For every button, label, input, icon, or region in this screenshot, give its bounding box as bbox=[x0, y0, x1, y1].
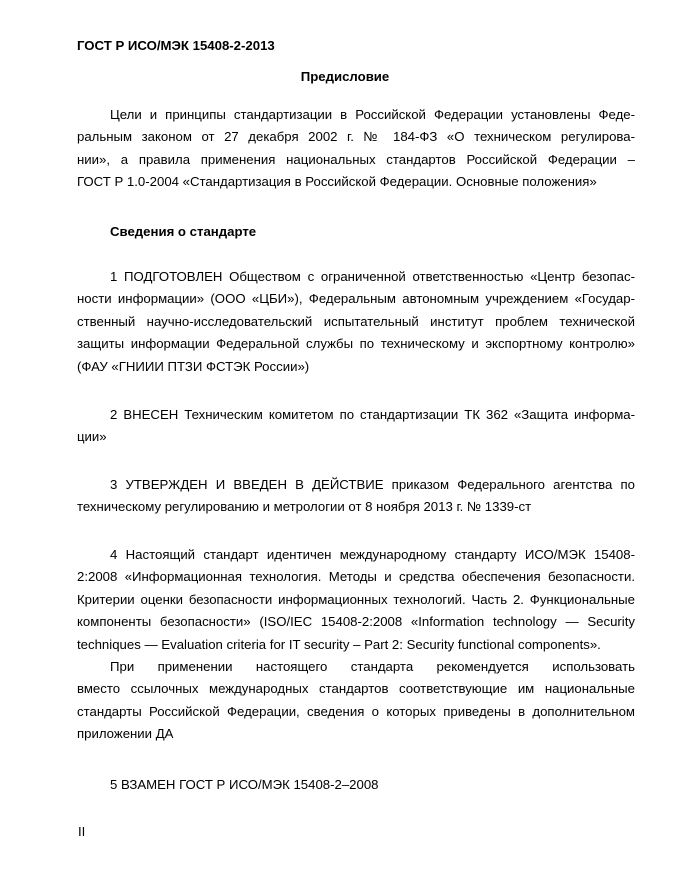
item-2-paragraph bbox=[77, 404, 635, 449]
text-line: ственный научно-исследовательский испытательный институт проблем технической bbox=[77, 313, 635, 329]
item-1-paragraph bbox=[77, 266, 635, 378]
text-line: При применении настоящего стандарта рекомендуется использовать bbox=[110, 659, 635, 675]
text-line: 2 ВНЕСЕН Техническим комитетом по стандартизации ТК 362 «Защита информа- bbox=[110, 407, 635, 422]
text-line: стандарты Российской Федерации, сведения о которых приведены в дополнительном bbox=[77, 703, 635, 719]
text-line: приложении ДА bbox=[77, 726, 174, 742]
text-line: компоненты безопасности» (ISO/IEC 15408-2:2008 «Information technology — Security bbox=[77, 614, 635, 630]
text-line: techniques — Evaluation criteria for IT security – Part 2: Security functional components». bbox=[77, 636, 601, 652]
text-line: вместо ссылочных международных стандартов соответствующие им национальные bbox=[77, 681, 635, 697]
item-5-paragraph bbox=[77, 774, 635, 796]
text-line: 1 ПОДГОТОВЛЕН Обществом с ограниченной ответственностью «Центр безопас- bbox=[110, 269, 635, 284]
text-line: нии», а правила применения национальных стандартов Российской Федерации – bbox=[77, 151, 635, 167]
text-line: ГОСТ Р 1.0-2004 «Стандартизация в Российской Федерации. Основные положения» bbox=[77, 174, 597, 190]
text-line: ции» bbox=[77, 429, 107, 445]
text-line: техническому регулированию и метрологии от 8 ноября 2013 г. № 1339-ст bbox=[77, 499, 532, 515]
preface-title: Предисловие bbox=[300, 69, 390, 84]
standard-info-heading: Сведения о стандарте bbox=[110, 224, 257, 239]
document-code-header: ГОСТ Р ИСО/МЭК 15408-2-2013 bbox=[77, 38, 275, 53]
text-line: ности информации» (ООО «ЦБИ»), Федеральным автономным учреждением «Государ- bbox=[77, 291, 635, 307]
item-4-paragraph bbox=[77, 544, 635, 746]
text-line: 3 УТВЕРЖДЕН И ВВЕДЕН В ДЕЙСТВИЕ приказом Федерального агентства по bbox=[110, 477, 635, 492]
text-line: ральным законом от 27 декабря 2002 г. № 184-ФЗ «О техническом регулирова- bbox=[77, 129, 635, 145]
text-line: (ФАУ «ГНИИИ ПТЗИ ФСТЭК России») bbox=[77, 358, 310, 374]
text-line: 4 Настоящий стандарт идентичен международному стандарту ИСО/МЭК 15408- bbox=[110, 547, 635, 562]
text-line: защиты информации Федеральной службы по техническому и экспортному контролю» bbox=[77, 336, 635, 352]
text-line: Критерии оценки безопасности информационных технологий. Часть 2. Функциональные bbox=[77, 591, 635, 607]
item-3-paragraph bbox=[77, 474, 635, 519]
preface-intro-paragraph bbox=[77, 104, 635, 194]
page-number: II bbox=[78, 824, 86, 839]
text-line: Цели и принципы стандартизации в Российской Федерации установлены Феде- bbox=[110, 107, 635, 122]
text-line: 5 ВЗАМЕН ГОСТ Р ИСО/МЭК 15408-2–2008 bbox=[110, 777, 379, 792]
text-line: 2:2008 «Информационная технология. Методы и средства обеспечения безопасности. bbox=[77, 569, 635, 585]
